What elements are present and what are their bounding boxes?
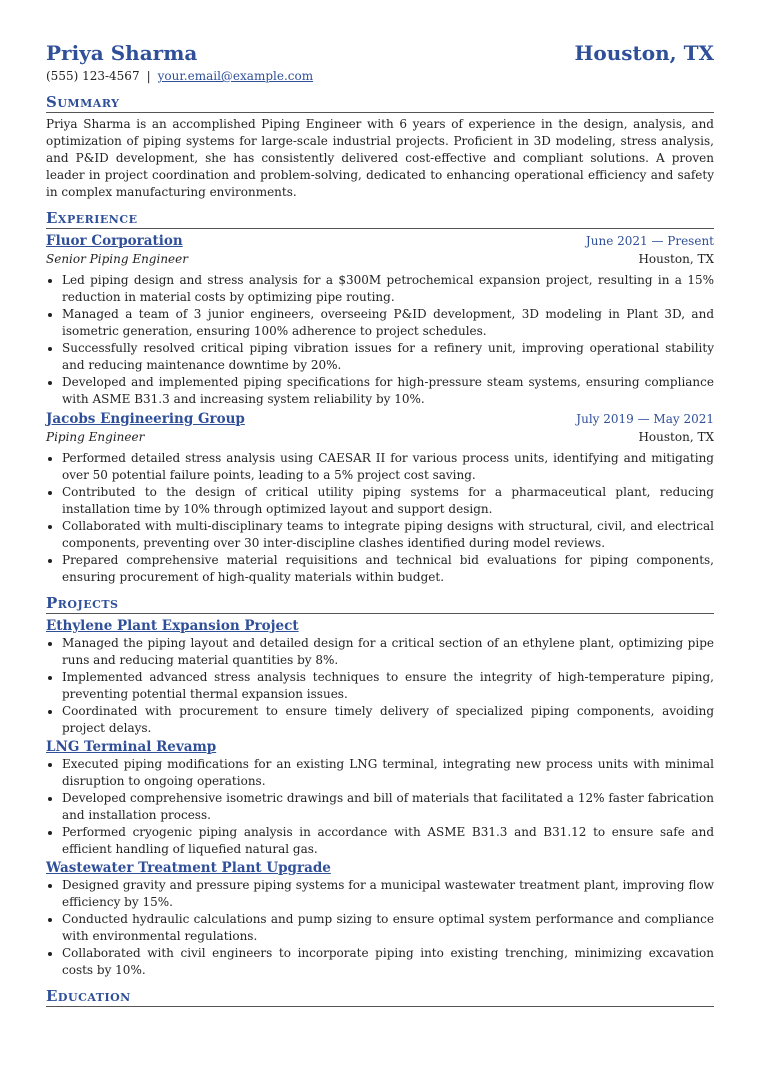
- job-bullets: [46, 450, 714, 586]
- project-bullet: • Executed piping modifications for an existing LNG terminal, integrating new process units with minimal disruption to ongoing operations.: [62, 756, 714, 790]
- project-name[interactable]: Wastewater Treatment Plant Upgrade: [46, 860, 331, 876]
- experience-heading: Experience: [46, 209, 714, 229]
- project-bullet: • Coordinated with procurement to ensure timely delivery of specialized piping components, avoiding project delays.: [62, 703, 714, 737]
- job-location: Houston, TX: [638, 252, 714, 266]
- project-entry: [46, 859, 714, 979]
- job-bullet: • Prepared comprehensive material requisitions and technical bid evaluations for piping components, ensuring procurement of high-quality materials within budget.: [62, 552, 714, 586]
- job-bullet: • Developed and implemented piping specifications for high-pressure steam systems, ensuring compliance with ASME B31.3 and increasing system reliability by 10%.: [62, 374, 714, 408]
- project-bullets: [46, 635, 714, 737]
- summary-heading: Summary: [46, 93, 714, 113]
- job-role: Piping Engineer: [46, 430, 145, 444]
- job-role-row: [46, 251, 714, 268]
- resume-header: [46, 40, 714, 66]
- project-name[interactable]: LNG Terminal Revamp: [46, 739, 217, 755]
- candidate-name: Priya Sharma: [46, 41, 198, 65]
- contact-line: [46, 68, 714, 85]
- job-bullet: • Successfully resolved critical piping vibration issues for a refinery unit, improving operational stability and reducing maintenance downtime by 20%.: [62, 340, 714, 374]
- project-bullet: • Designed gravity and pressure piping systems for a municipal wastewater treatment plant, improving flow efficiency by 15%.: [62, 877, 714, 911]
- job-dates: July 2019 — May 2021: [576, 412, 714, 426]
- project-entry: [46, 738, 714, 858]
- phone-number: (555) 123-4567: [46, 69, 140, 83]
- job-role: Senior Piping Engineer: [46, 252, 188, 266]
- project-name[interactable]: Ethylene Plant Expansion Project: [46, 618, 299, 634]
- job-entry: [46, 410, 714, 586]
- project-entry: [46, 617, 714, 737]
- project-bullet: • Collaborated with civil engineers to incorporate piping into existing trenching, minimizing excavation costs by 10%.: [62, 945, 714, 979]
- job-bullets: [46, 272, 714, 408]
- job-location: Houston, TX: [638, 430, 714, 444]
- job-bullet: • Managed a team of 3 junior engineers, overseeing P&ID development, 3D modeling in Plant 3D, and isometric generation, ensuring 100% adherence to project schedules.: [62, 306, 714, 340]
- job-bullet: • Performed detailed stress analysis using CAESAR II for various process units, identifying and mitigating over 50 potential failure points, leading to a 5% project cost saving.: [62, 450, 714, 484]
- company-name[interactable]: Jacobs Engineering Group: [46, 411, 245, 427]
- candidate-location: Houston, TX: [574, 41, 714, 65]
- job-title-row: [46, 410, 714, 429]
- contact-separator: |: [146, 69, 151, 83]
- project-bullet: • Managed the piping layout and detailed design for a critical section of an ethylene plant, optimizing pipe runs and reducing material quantities by 8%.: [62, 635, 714, 669]
- job-role-row: [46, 429, 714, 446]
- summary-text: Priya Sharma is an accomplished Piping Engineer with 6 years of experience in the design, analysis, and optimization of piping systems for large-scale industrial projects. Proficient in 3D modeling, stress analysis, and P&ID development, she has consistently delivered cost-effective and compliant solutions. A proven leader in project coordination and problem-solving, dedicated to enhancing operational efficiency and safety in complex manufacturing environments.: [46, 117, 714, 199]
- project-bullets: [46, 877, 714, 979]
- education-heading: Education: [46, 987, 714, 1007]
- job-bullet: • Contributed to the design of critical utility piping systems for a pharmaceutical plant, reducing installation time by 10% through optimized layout and support design.: [62, 484, 714, 518]
- project-bullet: • Implemented advanced stress analysis techniques to ensure the integrity of high-temperature piping, preventing potential thermal expansion issues.: [62, 669, 714, 703]
- project-bullet: • Performed cryogenic piping analysis in accordance with ASME B31.3 and B31.12 to ensure safe and efficient handling of liquefied natural gas.: [62, 824, 714, 858]
- job-bullet: • Led piping design and stress analysis for a $300M petrochemical expansion project, resulting in a 15% reduction in material costs by optimizing pipe routing.: [62, 272, 714, 306]
- company-name[interactable]: Fluor Corporation: [46, 233, 183, 249]
- project-bullet: • Conducted hydraulic calculations and pump sizing to ensure optimal system performance and compliance with environmental regulations.: [62, 911, 714, 945]
- job-title-row: [46, 232, 714, 251]
- projects-heading: Projects: [46, 594, 714, 614]
- email-link[interactable]: your.email@example.com: [157, 69, 314, 83]
- project-bullets: [46, 756, 714, 858]
- job-bullet: • Collaborated with multi-disciplinary teams to integrate piping designs with structural, civil, and electrical components, preventing over 30 inter-discipline clashes identified during model reviews.: [62, 518, 714, 552]
- project-bullet: • Developed comprehensive isometric drawings and bill of materials that facilitated a 12% faster fabrication and installation process.: [62, 790, 714, 824]
- job-dates: June 2021 — Present: [585, 234, 714, 248]
- job-entry: [46, 232, 714, 408]
